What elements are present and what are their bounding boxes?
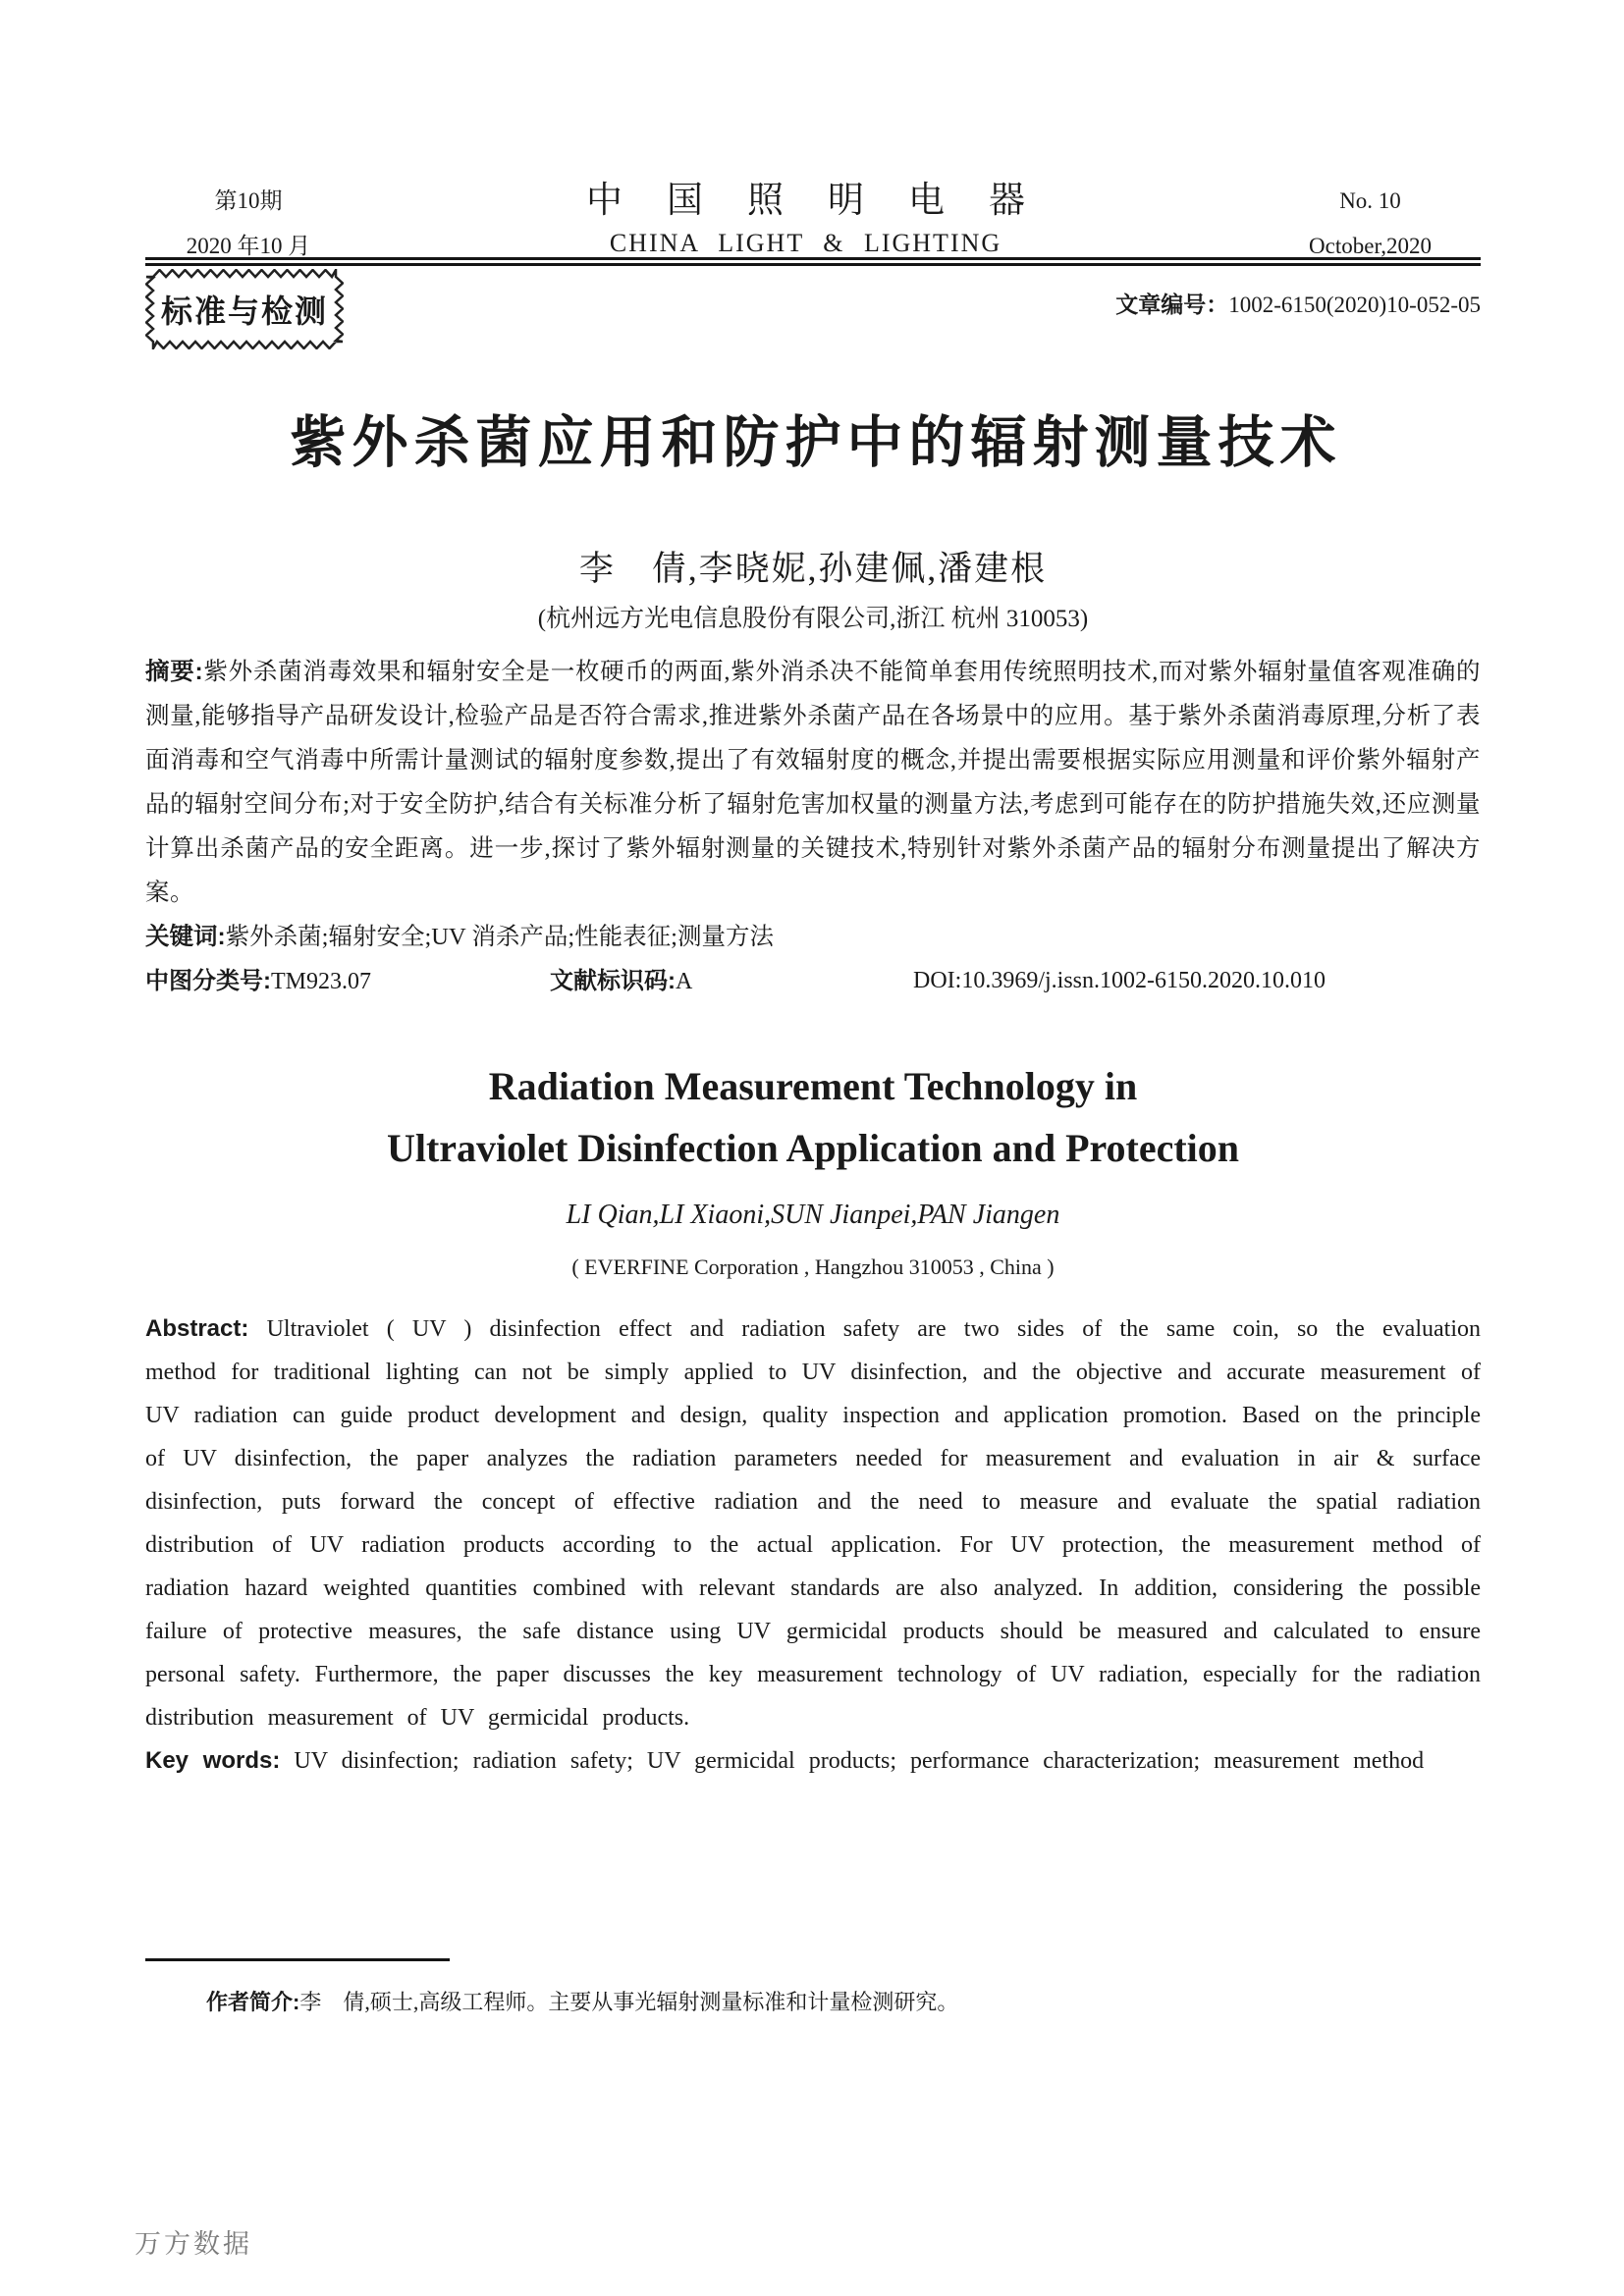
author-bio-label: 作者简介: xyxy=(206,1990,300,2014)
author-bio xyxy=(145,1983,1542,2022)
issue-date-en: October,2020 xyxy=(1309,234,1432,258)
article-title-en xyxy=(145,1055,1481,1179)
column-badge-label: 标准与检测 xyxy=(160,294,328,329)
article-title-en-line1: Radiation Measurement Technology in xyxy=(488,1064,1138,1108)
abstract-text-en: Ultraviolet ( UV ) disinfection effect and radiation safety are two sides of the same coin, so the evaluation method for traditional lighting can not be simply applied to UV disinfection, and the objective and accurate measurement of UV radiation can guide product development and design, quality inspection and application promotion. Based on the principle of UV disinfection, the paper analyzes the radiation parameters needed for measurement and evaluation in air & surface disinfection, puts forward the concept of effective radiation and the need to measure and evaluate the spatial radiation distribution of UV radiation products according to the actual application. For UV protection, the measurement method of radiation hazard weighted quantities combined with relevant standards are also analyzed. In addition, considering the possible failure of protective measures, the safe distance using UV germicidal products should be measured and calculated to ensure personal safety. Furthermore, the paper discusses the key measurement technology of UV radiation, especially for the radiation distribution measurement of UV germicidal products. xyxy=(145,1316,1481,1731)
article-number-value: 1002-6150(2020)10-052-05 xyxy=(1228,293,1481,317)
clc-number: 中图分类号:TM923.07 xyxy=(145,968,371,994)
issue-info-en xyxy=(1260,179,1481,269)
article-title-en-line2: Ultraviolet Disinfection Application and Protection xyxy=(386,1126,1240,1170)
abstract-text-cn: 紫外杀菌消毒效果和辐射安全是一枚硬币的两面,紫外消杀决不能简单套用传统照明技术,而对紫外辐射量值客观准确的测量,能够指导产品研发设计,检验产品是否符合需求,推进紫外杀菌产品在各场景中的应用。基于紫外杀菌消毒原理,分析了表面消毒和空气消毒中所需计量测试的辐射度参数,提出了有效辐射度的概念,并提出需要根据实际应用测量和评价紫外辐射产品的辐射空间分布;对于安全防护,结合有关标准分析了辐射危害加权量的测量方法,考虑到可能存在的防护措施失效,还应测量计算出杀菌产品的安全距离。进一步,探讨了紫外辐射测量的关键技术,特别针对紫外杀菌产品的辐射分布测量提出了解决方案。 xyxy=(145,659,1481,906)
article-title-cn: 紫外杀菌应用和防护中的辐射测量技术 xyxy=(290,411,1342,474)
classification-row xyxy=(145,959,1481,1004)
article-number-label: 文章编号： xyxy=(1115,292,1229,317)
authors-en: LI Qian,LI Xiaoni,SUN Jianpei,PAN Jiangen xyxy=(566,1200,1060,1230)
journal-title-en: CHINA LIGHT & LIGHTING xyxy=(609,229,1002,257)
abstract-en xyxy=(145,1308,1481,1739)
abstract-block-cn xyxy=(145,650,1481,1004)
footnote-divider xyxy=(145,1958,450,1961)
abstract-label-cn: 摘要: xyxy=(145,659,204,685)
author-bio-text: 李 倩,硕士,高级工程师。主要从事光辐射测量标准和计量检测研究。 xyxy=(299,1990,959,2014)
abstract-label-en: Abstract: xyxy=(145,1315,249,1342)
document-code: 文献标识码:A xyxy=(550,968,693,994)
authors-cn: 李 倩,李晓妮,孙建佩,潘建根 xyxy=(578,550,1048,588)
journal-title-block xyxy=(352,179,1260,263)
keywords-text-cn: 紫外杀菌;辐射安全;UV 消杀产品;性能表征;测量方法 xyxy=(225,924,774,950)
keywords-text-en: UV disinfection; radiation safety; UV germicidal products; performance characterization; measurement method xyxy=(294,1748,1425,1774)
issue-number-cn: 第10期 xyxy=(214,188,283,213)
masthead-divider xyxy=(145,257,1481,266)
abstract-block-en xyxy=(145,1308,1481,1783)
wanfang-watermark: 万方数据 xyxy=(135,2229,252,2259)
issue-date-cn: 2020 年10 月 xyxy=(186,234,311,258)
keywords-label-en: Key words: xyxy=(145,1747,281,1774)
issue-info-cn xyxy=(145,179,352,269)
keywords-cn xyxy=(145,915,1481,959)
affiliation-en: ( EVERFINE Corporation , Hangzhou 310053 , China ) xyxy=(571,1255,1055,1279)
doi: DOI:10.3969/j.issn.1002-6150.2020.10.010 xyxy=(913,968,1326,993)
article-number xyxy=(145,287,1481,319)
journal-title-cn: 中国照明电器 xyxy=(586,181,1069,221)
keywords-label-cn: 关键词: xyxy=(145,924,226,950)
journal-masthead xyxy=(145,179,1481,269)
issue-number-en: No. 10 xyxy=(1339,188,1401,213)
abstract-cn xyxy=(145,650,1481,915)
keywords-en xyxy=(145,1739,1481,1783)
affiliation-cn: (杭州远方光电信息股份有限公司,浙江 杭州 310053) xyxy=(537,606,1089,632)
